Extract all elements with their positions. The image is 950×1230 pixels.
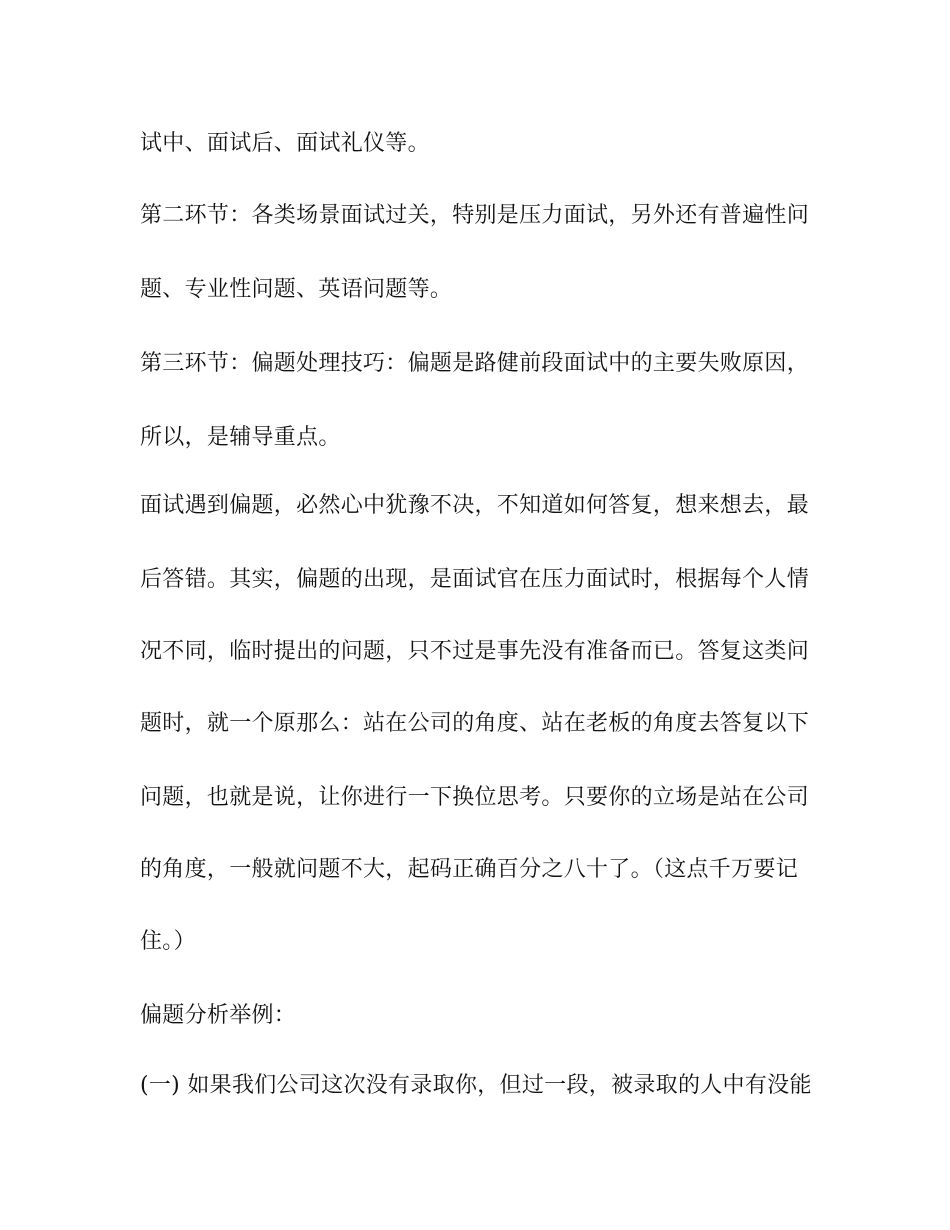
text-line: 后答错。其实，偏题的出现，是面试官在压力面试时，根据每个人情 bbox=[140, 567, 810, 592]
text-line: 试中、面试后、面试礼仪等。 bbox=[140, 131, 430, 156]
text-line: 住。） bbox=[140, 929, 196, 954]
text-line: 第三环节：偏题处理技巧：偏题是路健前段面试中的主要失败原因， bbox=[140, 351, 810, 376]
text-line: 题时，就一个原那么：站在公司的角度、站在老板的角度去答复以下 bbox=[140, 711, 810, 736]
text-line: 题、专业性问题、英语问题等。 bbox=[140, 277, 453, 302]
section-heading: 偏题分析举例： bbox=[140, 1003, 297, 1028]
text-line: 况不同，临时提出的问题，只不过是事先没有准备而已。答复这类问 bbox=[140, 639, 810, 664]
text-line: 面试遇到偏题，必然心中犹豫不决，不知道如何答复，想来想去，最 bbox=[140, 493, 810, 518]
text-line: 问题，也就是说，让你进行一下换位思考。只要你的立场是站在公司 bbox=[140, 785, 810, 810]
text-line: 的角度，一般就问题不大，起码正确百分之八十了。（这点千万要记 bbox=[140, 857, 799, 882]
text-line: 第二环节：各类场景面试过关，特别是压力面试，另外还有普遍性问 bbox=[140, 203, 810, 228]
list-item: (一) 如果我们公司这次没有录取你，但过一段，被录取的人中有没能 bbox=[140, 1073, 812, 1098]
text-line: 所以，是辅导重点。 bbox=[140, 425, 341, 450]
